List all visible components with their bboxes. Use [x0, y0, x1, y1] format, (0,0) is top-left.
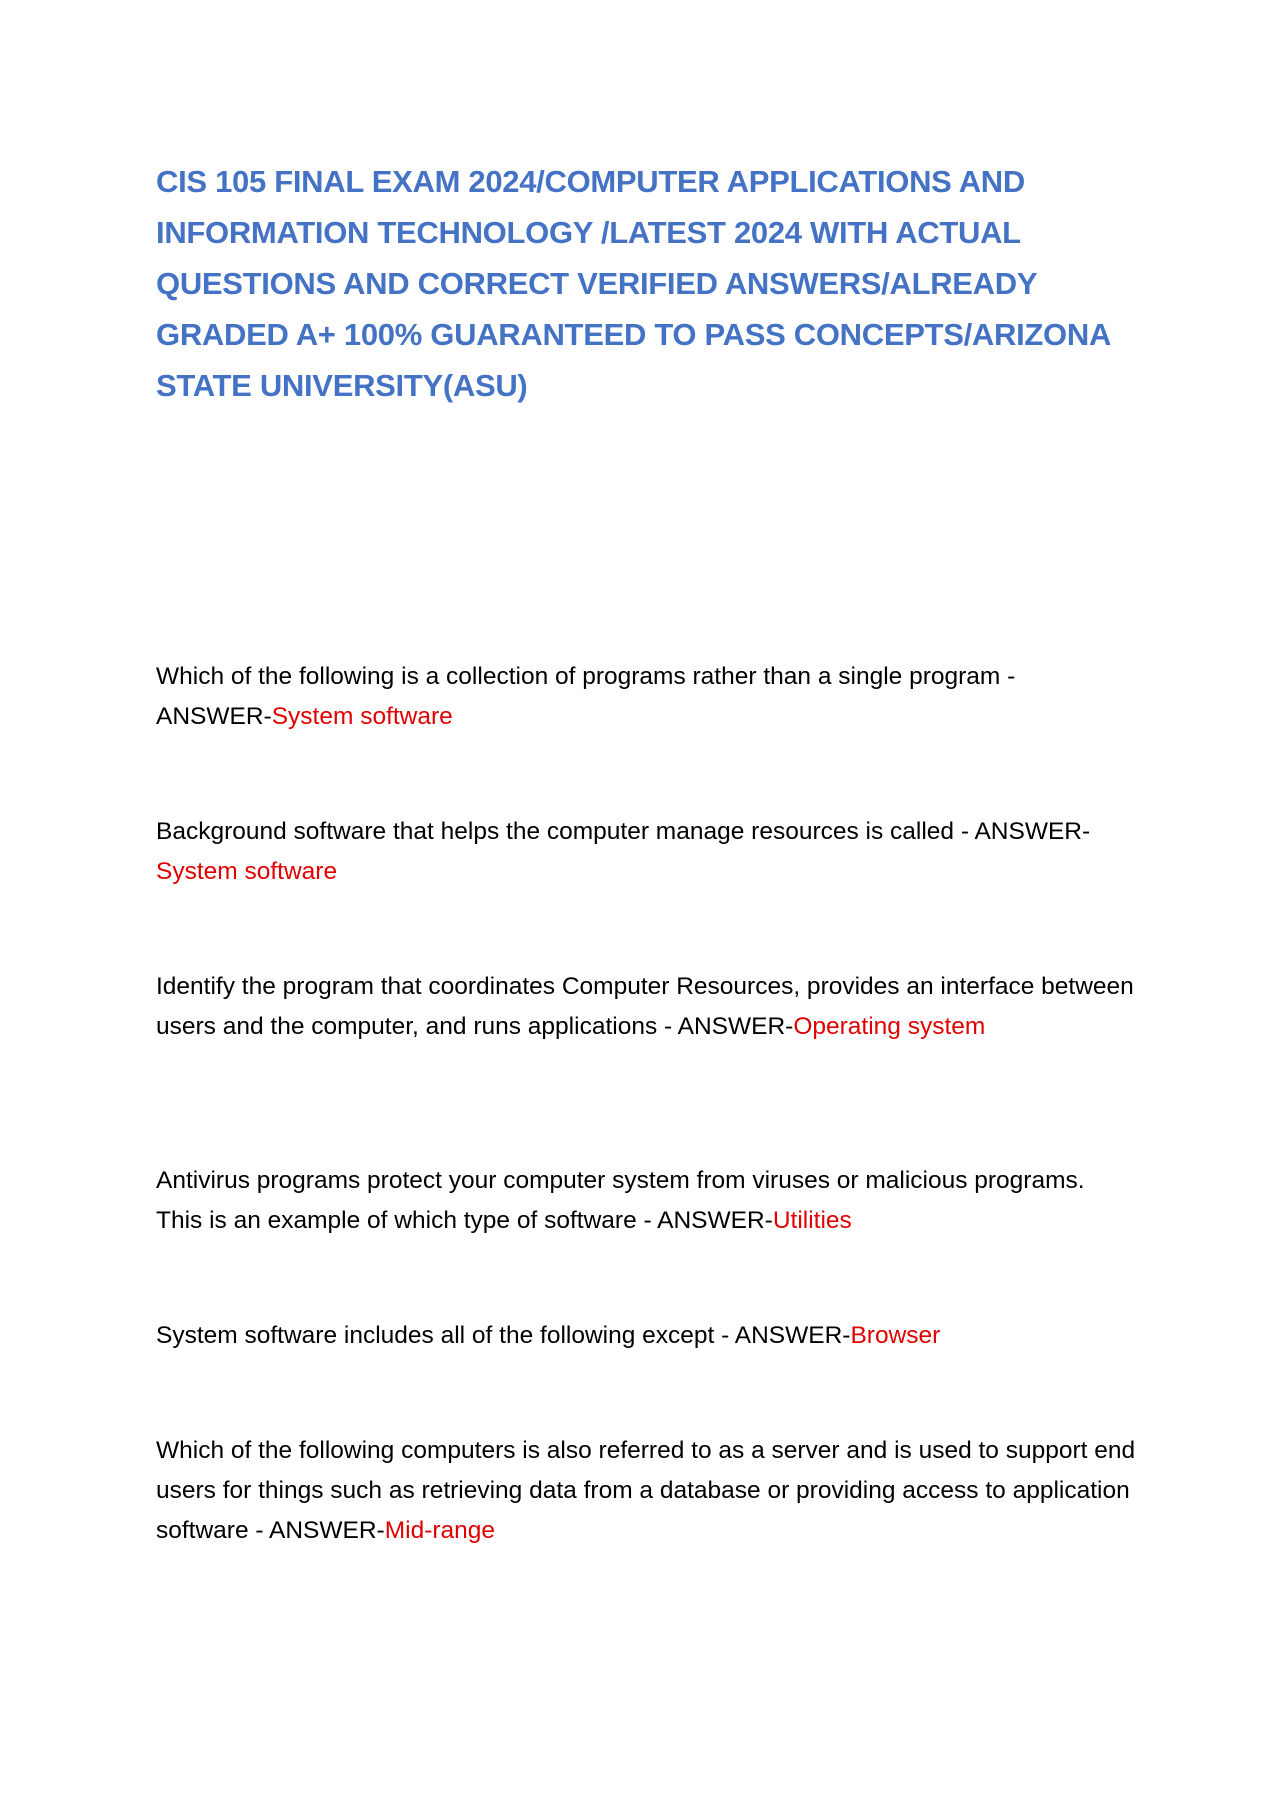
qa-item-1 [156, 657, 1136, 737]
answer-text: Utilities [772, 1207, 852, 1234]
answer-prefix: ANSWER- [734, 1322, 851, 1349]
qa-item-2 [156, 812, 1136, 892]
qa-item-5 [156, 1316, 1136, 1356]
answer-text: System software [271, 703, 453, 730]
qa-item-4 [156, 1161, 1136, 1241]
answer-prefix: ANSWER- [156, 703, 272, 730]
answer-text: Operating system [793, 1013, 986, 1040]
question-text: Which of the following computers is also referred to as a server and is used to support end users for things such as retrieving data from a database or providing access to application software - [156, 1437, 1136, 1544]
answer-prefix: ANSWER- [269, 1517, 385, 1544]
question-text: Background software that helps the computer manage resources is called - [156, 818, 975, 845]
answer-text: Mid-range [384, 1517, 496, 1544]
question-text: System software includes all of the following except - [156, 1322, 735, 1349]
qa-item-3 [156, 967, 1136, 1047]
answer-text: Browser [850, 1322, 941, 1349]
qa-item-6 [156, 1431, 1136, 1551]
answer-prefix: ANSWER- [974, 818, 1091, 845]
answer-prefix: ANSWER- [677, 1013, 794, 1040]
question-text: Which of the following is a collection of programs rather than a single program - [156, 663, 1016, 690]
answer-text: System software [156, 858, 338, 885]
question-text: Identify the program that coordinates Computer Resources, provides an interface between users and the computer, and runs applications - [156, 973, 1134, 1040]
question-text: Antivirus programs protect your computer system from viruses or malicious programs. This is an example of which type of software - [156, 1167, 1085, 1234]
answer-prefix: ANSWER- [657, 1207, 773, 1234]
document-title: CIS 105 FINAL EXAM 2024/COMPUTER APPLICATIONS AND INFORMATION TECHNOLOGY /LATEST 2024 WITH ACTUAL QUESTIONS AND CORRECT VERIFIED ANSWERS/ALREADY GRADED A+ 100% GUARANTEED TO PASS CONCEPTS/ARIZONA STATE UNIVERSITY(ASU) [156, 164, 1110, 403]
